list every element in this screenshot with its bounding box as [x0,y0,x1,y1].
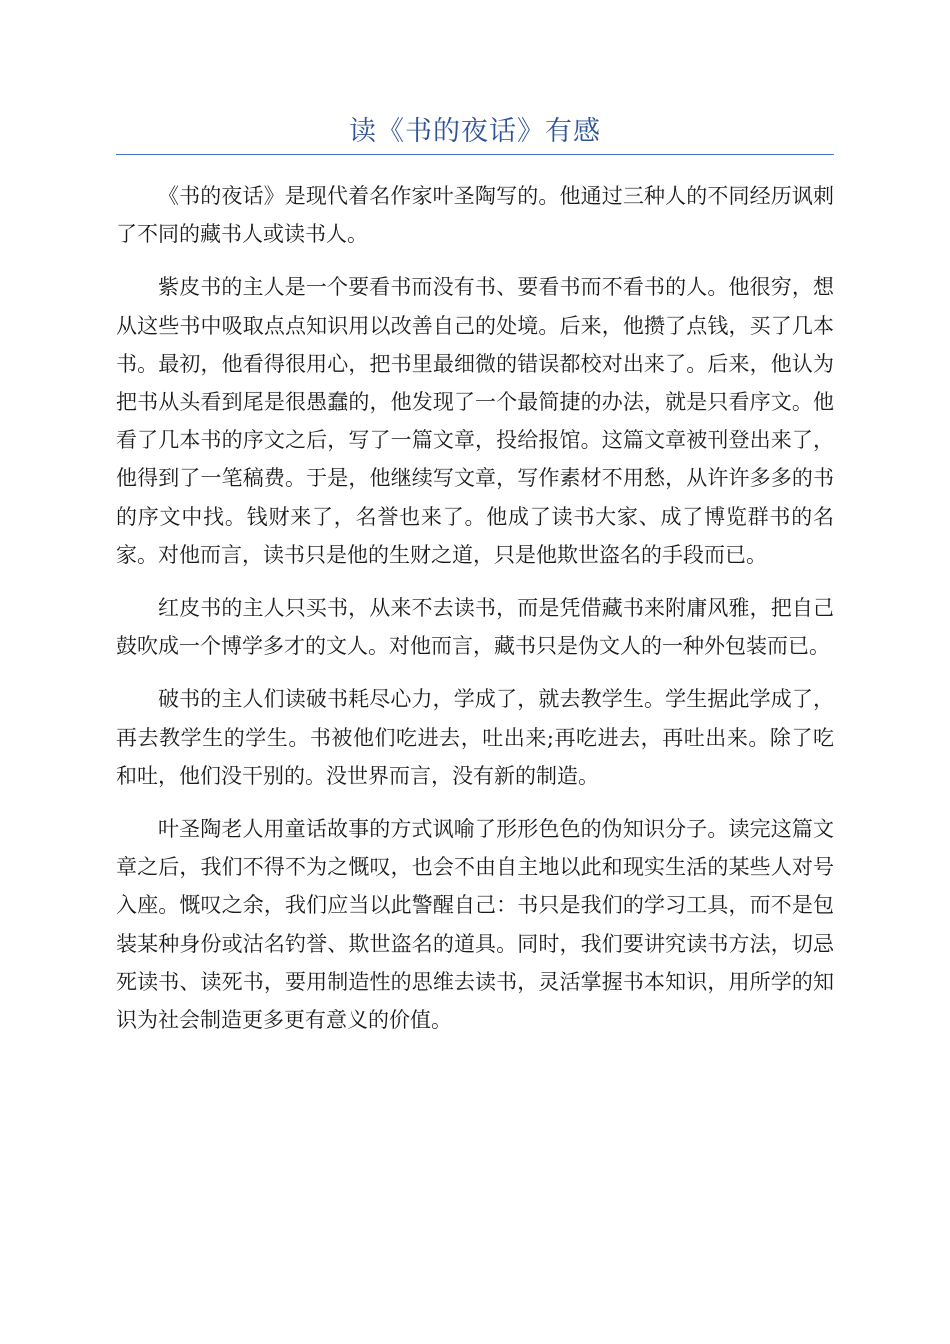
paragraph-worn-book: 破书的主人们读破书耗尽心力，学成了，就去教学生。学生据此学成了，再去教学生的学生。书被他们吃进去，吐出来;再吃进去，再吐出来。除了吃和吐，他们没干别的。没世界而言，没有新的制造。 [116,687,834,788]
paragraph-purple-book: 紫皮书的主人是一个要看书而没有书、要看书而不看书的人。他很穷，想从这些书中吸取点点知识用以改善自己的处境。后来，他攒了点钱，买了几本书。最初，他看得很用心，把书里最细微的错误都校对出来了。后来，他认为把书从头看到尾是很愚蠢的，他发现了一个最简捷的办法，就是只看序文。他看了几本书的序文之后，写了一篇文章，投给报馆。这篇文章被刊登出来了，他得到了一笔稿费。于是，他继续写文章，写作素材不用愁，从许许多多的书的序文中找。钱财来了，名誉也来了。他成了读书大家、成了博览群书的名家。对他而言，读书只是他的生财之道，只是他欺世盗名的手段而已。 [116,275,834,567]
title-underline [116,154,834,155]
document-body [116,177,834,1054]
paragraph-red-book: 红皮书的主人只买书，从来不去读书，而是凭借藏书来附庸风雅，把自己鼓吹成一个博学多才的文人。对他而言，藏书只是伪文人的一种外包装而已。 [116,596,834,659]
document-title: 读《书的夜话》有感 [349,116,601,147]
paragraph-intro: 《书的夜话》是现代着名作家叶圣陶写的。他通过三种人的不同经历讽刺了不同的藏书人或读书人。 [116,184,834,247]
paragraph-conclusion: 叶圣陶老人用童话故事的方式讽喻了形形色色的伪知识分子。读完这篇文章之后，我们不得不为之慨叹，也会不由自主地以此和现实生活的某些人对号入座。慨叹之余，我们应当以此警醒自己：书只是我们的学习工具，而不是包装某种身份或沽名钓誉、欺世盗名的道具。同时，我们要讲究读书方法，切忌死读书、读死书，要用制造性的思维去读书，灵活掌握书本知识，用所学的知识为社会制造更多更有意义的价值。 [116,817,834,1033]
